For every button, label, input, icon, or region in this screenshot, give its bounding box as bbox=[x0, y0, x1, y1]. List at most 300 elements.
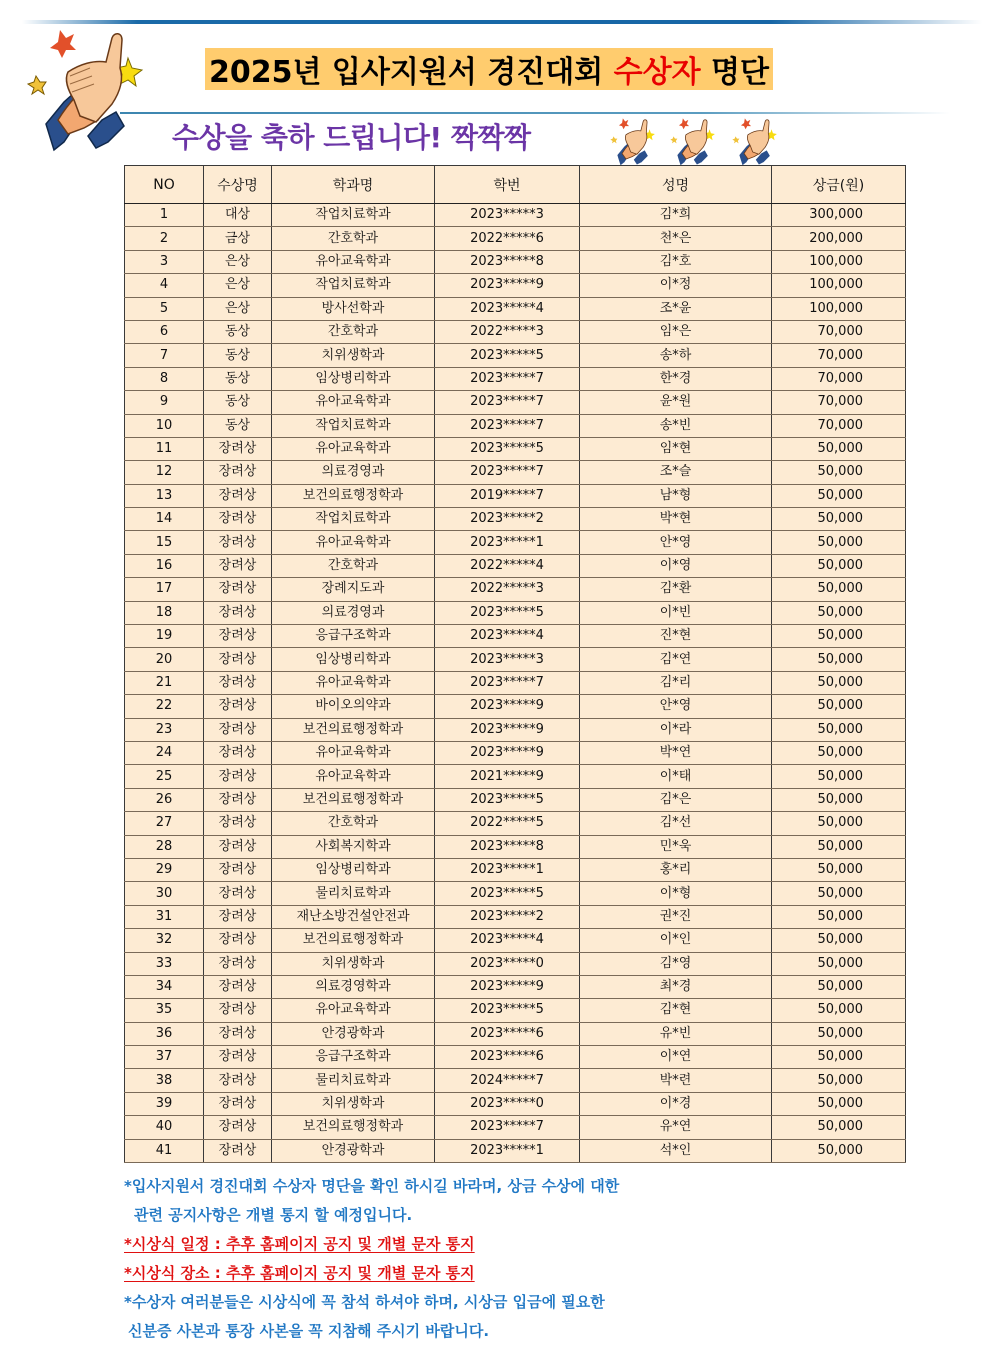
cell-prize: 50,000 bbox=[772, 508, 906, 531]
cell-no: 22 bbox=[125, 695, 204, 718]
cell-award: 장려상 bbox=[204, 788, 272, 811]
cell-name: 최*경 bbox=[580, 975, 772, 998]
cell-department: 유아교육학과 bbox=[272, 250, 435, 273]
cell-no: 33 bbox=[125, 952, 204, 975]
cell-department: 임상병리학과 bbox=[272, 648, 435, 671]
cell-department: 바이오의약과 bbox=[272, 695, 435, 718]
column-header-name: 성명 bbox=[580, 166, 772, 204]
title-prefix: 2025년 입사지원서 경진대회 bbox=[209, 55, 604, 90]
cell-department: 유아교육학과 bbox=[272, 671, 435, 694]
notice-line: *수상자 여러분들은 시상식에 꼭 참석 하셔야 하며, 시상금 입금에 필요한 bbox=[124, 1293, 605, 1311]
cell-no: 5 bbox=[125, 297, 204, 320]
table-row bbox=[125, 414, 906, 437]
table-row bbox=[125, 999, 906, 1022]
cell-student-id: 2023*****4 bbox=[435, 929, 580, 952]
cell-award: 장려상 bbox=[204, 765, 272, 788]
table-row bbox=[125, 788, 906, 811]
cell-award: 금상 bbox=[204, 227, 272, 250]
table-row bbox=[125, 648, 906, 671]
cell-student-id: 2023*****5 bbox=[435, 999, 580, 1022]
cell-department: 간호학과 bbox=[272, 320, 435, 343]
table-row bbox=[125, 461, 906, 484]
cell-student-id: 2022*****6 bbox=[435, 227, 580, 250]
cell-no: 37 bbox=[125, 1046, 204, 1069]
cell-name: 박*련 bbox=[580, 1069, 772, 1092]
cell-student-id: 2023*****5 bbox=[435, 882, 580, 905]
cell-prize: 50,000 bbox=[772, 1046, 906, 1069]
title-suffix: 명단 bbox=[711, 55, 770, 90]
cell-name: 석*인 bbox=[580, 1139, 772, 1162]
cell-award: 장려상 bbox=[204, 531, 272, 554]
cell-no: 40 bbox=[125, 1116, 204, 1139]
cell-award: 장려상 bbox=[204, 1116, 272, 1139]
cell-award: 장려상 bbox=[204, 718, 272, 741]
table-row bbox=[125, 1139, 906, 1162]
cell-student-id: 2023*****7 bbox=[435, 671, 580, 694]
table-row bbox=[125, 858, 906, 881]
cell-prize: 70,000 bbox=[772, 344, 906, 367]
cell-department: 의료경영과 bbox=[272, 461, 435, 484]
cell-name: 이*태 bbox=[580, 765, 772, 788]
table-row bbox=[125, 391, 906, 414]
header-rule-top bbox=[22, 20, 982, 24]
table-row bbox=[125, 601, 906, 624]
cell-award: 동상 bbox=[204, 320, 272, 343]
cell-prize: 50,000 bbox=[772, 1022, 906, 1045]
cell-student-id: 2023*****3 bbox=[435, 204, 580, 227]
cell-name: 김*환 bbox=[580, 578, 772, 601]
cell-award: 장려상 bbox=[204, 578, 272, 601]
cell-student-id: 2024*****7 bbox=[435, 1069, 580, 1092]
cell-name: 이*경 bbox=[580, 1092, 772, 1115]
cell-prize: 50,000 bbox=[772, 952, 906, 975]
cell-student-id: 2023*****8 bbox=[435, 250, 580, 273]
cell-no: 10 bbox=[125, 414, 204, 437]
cell-no: 21 bbox=[125, 671, 204, 694]
cell-department: 안경광학과 bbox=[272, 1022, 435, 1045]
cell-student-id: 2023*****0 bbox=[435, 952, 580, 975]
cell-prize: 200,000 bbox=[772, 227, 906, 250]
cell-award: 장려상 bbox=[204, 975, 272, 998]
cell-prize: 50,000 bbox=[772, 601, 906, 624]
cell-department: 보건의료행정학과 bbox=[272, 929, 435, 952]
cell-no: 31 bbox=[125, 905, 204, 928]
cell-prize: 100,000 bbox=[772, 297, 906, 320]
cell-prize: 50,000 bbox=[772, 554, 906, 577]
cell-department: 작업치료학과 bbox=[272, 204, 435, 227]
table-row bbox=[125, 531, 906, 554]
table-row bbox=[125, 437, 906, 460]
cell-student-id: 2022*****3 bbox=[435, 578, 580, 601]
table-row bbox=[125, 625, 906, 648]
cell-prize: 50,000 bbox=[772, 812, 906, 835]
cell-no: 9 bbox=[125, 391, 204, 414]
cell-department: 보건의료행정학과 bbox=[272, 1116, 435, 1139]
cell-name: 김*선 bbox=[580, 812, 772, 835]
cell-name: 유*빈 bbox=[580, 1022, 772, 1045]
cell-department: 유아교육학과 bbox=[272, 999, 435, 1022]
cell-prize: 50,000 bbox=[772, 648, 906, 671]
cell-award: 장려상 bbox=[204, 1046, 272, 1069]
cell-student-id: 2023*****7 bbox=[435, 391, 580, 414]
cell-no: 24 bbox=[125, 741, 204, 764]
cell-name: 이*라 bbox=[580, 718, 772, 741]
cell-student-id: 2023*****4 bbox=[435, 297, 580, 320]
cell-prize: 70,000 bbox=[772, 320, 906, 343]
cell-no: 1 bbox=[125, 204, 204, 227]
cell-department: 유아교육학과 bbox=[272, 765, 435, 788]
table-row bbox=[125, 484, 906, 507]
cell-prize: 70,000 bbox=[772, 391, 906, 414]
cell-no: 6 bbox=[125, 320, 204, 343]
cell-award: 장려상 bbox=[204, 625, 272, 648]
table-row bbox=[125, 905, 906, 928]
table-row bbox=[125, 741, 906, 764]
cell-name: 김*호 bbox=[580, 250, 772, 273]
cell-prize: 50,000 bbox=[772, 484, 906, 507]
cell-no: 12 bbox=[125, 461, 204, 484]
clapping-hands-icon bbox=[664, 116, 722, 166]
cell-name: 조*윤 bbox=[580, 297, 772, 320]
cell-prize: 50,000 bbox=[772, 695, 906, 718]
cell-award: 장려상 bbox=[204, 484, 272, 507]
cell-name: 김*연 bbox=[580, 648, 772, 671]
cell-no: 2 bbox=[125, 227, 204, 250]
column-header-award: 수상명 bbox=[204, 166, 272, 204]
cell-no: 27 bbox=[125, 812, 204, 835]
cell-no: 26 bbox=[125, 788, 204, 811]
cell-award: 장려상 bbox=[204, 648, 272, 671]
table-row bbox=[125, 1046, 906, 1069]
cell-prize: 50,000 bbox=[772, 905, 906, 928]
notice-line: 신분증 사본과 통장 사본을 꼭 지참해 주시기 바랍니다. bbox=[128, 1322, 490, 1340]
cell-no: 32 bbox=[125, 929, 204, 952]
cell-no: 36 bbox=[125, 1022, 204, 1045]
cell-student-id: 2023*****9 bbox=[435, 975, 580, 998]
cell-prize: 50,000 bbox=[772, 741, 906, 764]
cell-prize: 300,000 bbox=[772, 204, 906, 227]
cell-student-id: 2023*****6 bbox=[435, 1022, 580, 1045]
cell-prize: 50,000 bbox=[772, 578, 906, 601]
title-highlight: 수상자 bbox=[613, 55, 701, 90]
cell-prize: 50,000 bbox=[772, 461, 906, 484]
cell-student-id: 2023*****9 bbox=[435, 741, 580, 764]
notice-line: 관련 공지사항은 개별 통지 할 예정입니다. bbox=[134, 1206, 413, 1224]
cell-prize: 50,000 bbox=[772, 835, 906, 858]
cell-no: 19 bbox=[125, 625, 204, 648]
cell-award: 장려상 bbox=[204, 671, 272, 694]
cell-no: 11 bbox=[125, 437, 204, 460]
cell-name: 민*욱 bbox=[580, 835, 772, 858]
cell-no: 41 bbox=[125, 1139, 204, 1162]
cell-award: 장려상 bbox=[204, 1069, 272, 1092]
cell-award: 장려상 bbox=[204, 999, 272, 1022]
cell-student-id: 2023*****0 bbox=[435, 1092, 580, 1115]
cell-department: 작업치료학과 bbox=[272, 274, 435, 297]
cell-no: 20 bbox=[125, 648, 204, 671]
cell-student-id: 2023*****3 bbox=[435, 648, 580, 671]
cell-student-id: 2022*****3 bbox=[435, 320, 580, 343]
cell-department: 보건의료행정학과 bbox=[272, 484, 435, 507]
cell-department: 임상병리학과 bbox=[272, 367, 435, 390]
cell-department: 응급구조학과 bbox=[272, 1046, 435, 1069]
cell-name: 남*형 bbox=[580, 484, 772, 507]
table-row bbox=[125, 274, 906, 297]
table-row bbox=[125, 1022, 906, 1045]
cell-no: 29 bbox=[125, 858, 204, 881]
cell-no: 23 bbox=[125, 718, 204, 741]
cell-name: 조*슬 bbox=[580, 461, 772, 484]
cell-department: 치위생학과 bbox=[272, 1092, 435, 1115]
cell-department: 임상병리학과 bbox=[272, 858, 435, 881]
cell-student-id: 2023*****9 bbox=[435, 274, 580, 297]
cell-award: 동상 bbox=[204, 367, 272, 390]
table-row bbox=[125, 320, 906, 343]
table-row bbox=[125, 578, 906, 601]
cell-department: 간호학과 bbox=[272, 554, 435, 577]
cell-department: 재난소방건설안전과 bbox=[272, 905, 435, 928]
cell-name: 한*경 bbox=[580, 367, 772, 390]
cell-no: 34 bbox=[125, 975, 204, 998]
cell-name: 이*형 bbox=[580, 882, 772, 905]
cell-no: 28 bbox=[125, 835, 204, 858]
cell-prize: 50,000 bbox=[772, 1116, 906, 1139]
table-row bbox=[125, 695, 906, 718]
cell-prize: 50,000 bbox=[772, 999, 906, 1022]
cell-award: 은상 bbox=[204, 297, 272, 320]
table-row bbox=[125, 812, 906, 835]
table-row bbox=[125, 1092, 906, 1115]
cell-prize: 50,000 bbox=[772, 975, 906, 998]
cell-department: 유아교육학과 bbox=[272, 741, 435, 764]
table-row bbox=[125, 227, 906, 250]
cell-name: 안*영 bbox=[580, 695, 772, 718]
cell-department: 간호학과 bbox=[272, 812, 435, 835]
cell-no: 25 bbox=[125, 765, 204, 788]
cell-student-id: 2019*****7 bbox=[435, 484, 580, 507]
cell-award: 장려상 bbox=[204, 812, 272, 835]
cell-prize: 50,000 bbox=[772, 531, 906, 554]
cell-award: 동상 bbox=[204, 344, 272, 367]
cell-award: 장려상 bbox=[204, 508, 272, 531]
cell-prize: 50,000 bbox=[772, 671, 906, 694]
ceremony-place-notice: *시상식 장소 : 추후 홈페이지 공지 및 개별 문자 통지 bbox=[124, 1264, 475, 1282]
cell-award: 장려상 bbox=[204, 741, 272, 764]
cell-student-id: 2023*****9 bbox=[435, 718, 580, 741]
cell-department: 유아교육학과 bbox=[272, 391, 435, 414]
clapping-hands-icon bbox=[726, 116, 784, 166]
cell-prize: 50,000 bbox=[772, 858, 906, 881]
cell-name: 김*은 bbox=[580, 788, 772, 811]
cell-prize: 50,000 bbox=[772, 625, 906, 648]
cell-student-id: 2023*****4 bbox=[435, 625, 580, 648]
cell-prize: 100,000 bbox=[772, 250, 906, 273]
cell-award: 장려상 bbox=[204, 929, 272, 952]
notice-line: *입사지원서 경진대회 수상자 명단을 확인 하시길 바라며, 상금 수상에 대한 bbox=[124, 1177, 620, 1195]
table-row bbox=[125, 952, 906, 975]
cell-student-id: 2023*****8 bbox=[435, 835, 580, 858]
cell-department: 의료경영과 bbox=[272, 601, 435, 624]
cell-name: 박*연 bbox=[580, 741, 772, 764]
clapping-hands-icon bbox=[604, 116, 662, 166]
cell-student-id: 2023*****9 bbox=[435, 695, 580, 718]
cell-award: 은상 bbox=[204, 250, 272, 273]
cell-prize: 50,000 bbox=[772, 1139, 906, 1162]
cell-award: 장려상 bbox=[204, 882, 272, 905]
cell-name: 임*은 bbox=[580, 320, 772, 343]
cell-student-id: 2023*****5 bbox=[435, 601, 580, 624]
table-row bbox=[125, 1116, 906, 1139]
cell-award: 장려상 bbox=[204, 461, 272, 484]
cell-department: 의료경영학과 bbox=[272, 975, 435, 998]
congrats-subtitle: 수상을 축하 드립니다! 짝짝짝 bbox=[172, 121, 531, 154]
cell-award: 장려상 bbox=[204, 1139, 272, 1162]
table-row bbox=[125, 508, 906, 531]
cell-student-id: 2022*****5 bbox=[435, 812, 580, 835]
table-header-row bbox=[125, 166, 906, 204]
cell-name: 김*현 bbox=[580, 999, 772, 1022]
cell-prize: 50,000 bbox=[772, 929, 906, 952]
cell-student-id: 2023*****7 bbox=[435, 461, 580, 484]
table-row bbox=[125, 882, 906, 905]
cell-student-id: 2023*****7 bbox=[435, 1116, 580, 1139]
cell-department: 작업치료학과 bbox=[272, 414, 435, 437]
column-header-no: NO bbox=[125, 166, 204, 204]
cell-student-id: 2023*****1 bbox=[435, 1139, 580, 1162]
cell-department: 치위생학과 bbox=[272, 952, 435, 975]
cell-name: 이*인 bbox=[580, 929, 772, 952]
cell-no: 16 bbox=[125, 554, 204, 577]
cell-no: 30 bbox=[125, 882, 204, 905]
cell-prize: 50,000 bbox=[772, 765, 906, 788]
table-row bbox=[125, 204, 906, 227]
table-row bbox=[125, 554, 906, 577]
cell-prize: 50,000 bbox=[772, 788, 906, 811]
cell-award: 장려상 bbox=[204, 437, 272, 460]
cell-name: 김*희 bbox=[580, 204, 772, 227]
cell-department: 보건의료행정학과 bbox=[272, 718, 435, 741]
cell-student-id: 2023*****5 bbox=[435, 788, 580, 811]
cell-no: 39 bbox=[125, 1092, 204, 1115]
cell-department: 유아교육학과 bbox=[272, 437, 435, 460]
cell-no: 18 bbox=[125, 601, 204, 624]
table-row bbox=[125, 297, 906, 320]
table-row bbox=[125, 1069, 906, 1092]
cell-student-id: 2023*****1 bbox=[435, 858, 580, 881]
cell-department: 간호학과 bbox=[272, 227, 435, 250]
cell-department: 물리치료학과 bbox=[272, 1069, 435, 1092]
cell-name: 유*연 bbox=[580, 1116, 772, 1139]
cell-no: 3 bbox=[125, 250, 204, 273]
ceremony-date-notice: *시상식 일정 : 추후 홈페이지 공지 및 개별 문자 통지 bbox=[124, 1235, 475, 1253]
table-row bbox=[125, 367, 906, 390]
cell-prize: 100,000 bbox=[772, 274, 906, 297]
cell-department: 방사선학과 bbox=[272, 297, 435, 320]
cell-prize: 50,000 bbox=[772, 718, 906, 741]
cell-no: 17 bbox=[125, 578, 204, 601]
table-row bbox=[125, 929, 906, 952]
cell-student-id: 2023*****2 bbox=[435, 905, 580, 928]
award-table bbox=[124, 165, 906, 1163]
cell-name: 이*정 bbox=[580, 274, 772, 297]
page-title bbox=[205, 48, 773, 90]
cell-no: 8 bbox=[125, 367, 204, 390]
cell-award: 대상 bbox=[204, 204, 272, 227]
cell-no: 35 bbox=[125, 999, 204, 1022]
cell-name: 안*영 bbox=[580, 531, 772, 554]
cell-name: 천*은 bbox=[580, 227, 772, 250]
cell-no: 4 bbox=[125, 274, 204, 297]
cell-department: 안경광학과 bbox=[272, 1139, 435, 1162]
column-header-prize: 상금(원) bbox=[772, 166, 906, 204]
cell-name: 권*진 bbox=[580, 905, 772, 928]
cell-award: 장려상 bbox=[204, 695, 272, 718]
cell-name: 진*현 bbox=[580, 625, 772, 648]
cell-award: 장려상 bbox=[204, 601, 272, 624]
cell-prize: 50,000 bbox=[772, 882, 906, 905]
cell-student-id: 2023*****7 bbox=[435, 414, 580, 437]
cell-student-id: 2022*****4 bbox=[435, 554, 580, 577]
cell-department: 사회복지학과 bbox=[272, 835, 435, 858]
clapping-hands-icon bbox=[24, 24, 148, 152]
cell-prize: 50,000 bbox=[772, 1092, 906, 1115]
column-header-department: 학과명 bbox=[272, 166, 435, 204]
cell-student-id: 2023*****2 bbox=[435, 508, 580, 531]
cell-name: 김*영 bbox=[580, 952, 772, 975]
table-row bbox=[125, 765, 906, 788]
award-table-body bbox=[125, 204, 906, 1163]
cell-department: 응급구조학과 bbox=[272, 625, 435, 648]
cell-student-id: 2023*****5 bbox=[435, 344, 580, 367]
cell-student-id: 2023*****1 bbox=[435, 531, 580, 554]
cell-award: 장려상 bbox=[204, 835, 272, 858]
cell-award: 장려상 bbox=[204, 858, 272, 881]
table-row bbox=[125, 718, 906, 741]
cell-award: 동상 bbox=[204, 414, 272, 437]
cell-student-id: 2023*****6 bbox=[435, 1046, 580, 1069]
cell-name: 이*빈 bbox=[580, 601, 772, 624]
cell-student-id: 2023*****7 bbox=[435, 367, 580, 390]
cell-name: 임*현 bbox=[580, 437, 772, 460]
table-row bbox=[125, 250, 906, 273]
cell-no: 15 bbox=[125, 531, 204, 554]
column-header-student-id: 학번 bbox=[435, 166, 580, 204]
cell-no: 13 bbox=[125, 484, 204, 507]
cell-name: 윤*원 bbox=[580, 391, 772, 414]
cell-award: 장려상 bbox=[204, 1092, 272, 1115]
cell-name: 이*영 bbox=[580, 554, 772, 577]
cell-department: 물리치료학과 bbox=[272, 882, 435, 905]
cell-award: 장려상 bbox=[204, 1022, 272, 1045]
cell-award: 장려상 bbox=[204, 554, 272, 577]
table-row bbox=[125, 671, 906, 694]
table-row bbox=[125, 344, 906, 367]
table-row bbox=[125, 975, 906, 998]
cell-prize: 50,000 bbox=[772, 437, 906, 460]
cell-award: 장려상 bbox=[204, 952, 272, 975]
cell-department: 보건의료행정학과 bbox=[272, 788, 435, 811]
notice-section bbox=[124, 1172, 619, 1346]
cell-prize: 70,000 bbox=[772, 367, 906, 390]
cell-prize: 70,000 bbox=[772, 414, 906, 437]
cell-name: 송*하 bbox=[580, 344, 772, 367]
cell-student-id: 2023*****5 bbox=[435, 437, 580, 460]
table-row bbox=[125, 835, 906, 858]
cell-name: 박*현 bbox=[580, 508, 772, 531]
cell-name: 김*리 bbox=[580, 671, 772, 694]
cell-department: 치위생학과 bbox=[272, 344, 435, 367]
cell-award: 장려상 bbox=[204, 905, 272, 928]
